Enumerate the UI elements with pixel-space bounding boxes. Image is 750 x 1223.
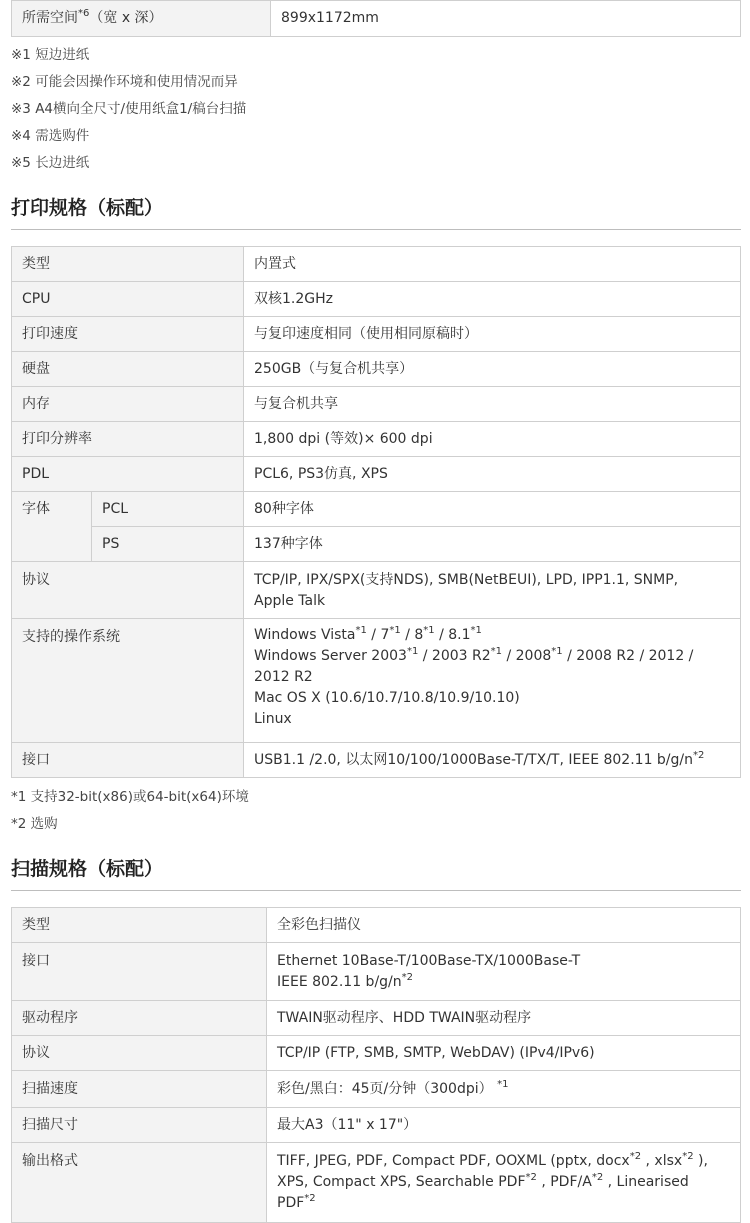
table-row [12, 387, 741, 422]
note: ※3 A4横向全尺寸/使用纸盒1/稿台扫描 [11, 101, 247, 117]
row-value: TCP/IP (FTP, SMB, SMTP, WebDAV) (IPv4/IPv6) [267, 1036, 741, 1071]
top-notes [0, 42, 750, 177]
note: *1 支持32-bit(x86)或64-bit(x64)环境 [11, 789, 249, 805]
row-sublabel: PS [92, 527, 244, 562]
table-row [12, 352, 741, 387]
row-label: 接口 [12, 943, 267, 1001]
note: ※1 短边进纸 [11, 47, 90, 63]
table-row [12, 943, 741, 1001]
row-label: 内存 [12, 387, 244, 422]
table-row [12, 317, 741, 352]
table-row [12, 1071, 741, 1108]
note: *2 选购 [11, 816, 58, 832]
row-value: 80种字体 [244, 492, 741, 527]
row-value: Ethernet 10Base-T/100Base-TX/1000Base-T IEEE 802.11 $b/g/n^{*2}$ [267, 943, 741, 1001]
row-value: 最大A3（11" x 17"） [267, 1108, 741, 1143]
print-spec-table [11, 246, 741, 778]
row-value: USB1.1 /2.0, 以太网10/100/1000Base-T/TX/T, IEEE 802.11 $b/g/n^{*2}$ [244, 743, 741, 778]
scan-section-title: 扫描规格（标配） [11, 854, 741, 891]
row-value: 1,800 dpi (等效)× 600 dpi [244, 422, 741, 457]
table-row [12, 457, 741, 492]
table-row [12, 908, 741, 943]
table-row [12, 247, 741, 282]
row-value: 与复合机共享 [244, 387, 741, 422]
table-row [12, 422, 741, 457]
row-value: 内置式 [244, 247, 741, 282]
row-label: 字体 [12, 492, 92, 562]
row-value: TCP/IP, IPX/SPX(支持NDS), SMB(NetBEUI), LPD, IPP1.1, SNMP, Apple Talk [244, 562, 741, 619]
row-value: 全彩色扫描仪 [267, 908, 741, 943]
row-value: TIFF, JPEG, PDF, Compact PDF, OOXML (pptx, docx$^{*2}$ , xlsx$^{*2}$ ), XPS, Compact XPS, Searchable PDF$^{*2}$ , PDF/$A^{*2}$ , Linearised PDF$^{*2}$ [267, 1143, 741, 1223]
scan-spec-table [11, 907, 741, 1223]
row-label: 协议 [12, 1036, 267, 1071]
row-label: 扫描速度 [12, 1071, 267, 1108]
row-label: CPU [12, 282, 244, 317]
row-value: Windows Vista$^{*1}$ / 7$^{*1}$ / 8$^{*1}$ / 8.1$^{*1}$ Windows Server 2003$^{*1}$ / 2003 R2$^{*1}$ / 2008$^{*1}$ / 2008 R2 / 2012 / 2012 R2 Mac OS X (10.6/10.7/10.8/10.9/10.10) Linux [244, 619, 741, 743]
print-notes [0, 784, 750, 838]
row-label: 类型 [12, 908, 267, 943]
row-label: 驱动程序 [12, 1001, 267, 1036]
row-label: 类型 [12, 247, 244, 282]
row-label: 协议 [12, 562, 244, 619]
table-row [12, 619, 741, 743]
row-value: PCL6, PS3仿真, XPS [244, 457, 741, 492]
row-value: 双核1.2GHz [244, 282, 741, 317]
row-label: 所需空间$^{*6}$（宽 x 深） [12, 1, 271, 37]
table-row [12, 527, 741, 562]
print-section-title: 打印规格（标配） [11, 193, 741, 230]
table-row [12, 562, 741, 619]
table-row [12, 1108, 741, 1143]
note: ※2 可能会因操作环境和使用情况而异 [11, 74, 238, 90]
row-value: 899x1172mm [271, 1, 741, 37]
table-row [12, 1036, 741, 1071]
table-row [12, 743, 741, 778]
row-value: 137种字体 [244, 527, 741, 562]
row-label: 打印分辨率 [12, 422, 244, 457]
note: ※4 需选购件 [11, 128, 90, 144]
row-label: 硬盘 [12, 352, 244, 387]
row-value: 彩色/黑白：45页/分钟（300dpi） $^{*1}$ [267, 1071, 741, 1108]
row-value: 250GB（与复合机共享） [244, 352, 741, 387]
row-value: 与复印速度相同（使用相同原稿时） [244, 317, 741, 352]
note: ※5 长边进纸 [11, 155, 90, 171]
row-sublabel: PCL [92, 492, 244, 527]
row-label: 扫描尺寸 [12, 1108, 267, 1143]
row-label: 输出格式 [12, 1143, 267, 1223]
table-row [12, 1143, 741, 1223]
row-label: 接口 [12, 743, 244, 778]
table-row [12, 492, 741, 527]
table-row [12, 282, 741, 317]
row-label: 打印速度 [12, 317, 244, 352]
table-row [12, 1, 741, 37]
row-value: TWAIN驱动程序、HDD TWAIN驱动程序 [267, 1001, 741, 1036]
row-label: PDL [12, 457, 244, 492]
table-row [12, 1001, 741, 1036]
row-label: 支持的操作系统 [12, 619, 244, 743]
top-spec-table [11, 0, 741, 37]
